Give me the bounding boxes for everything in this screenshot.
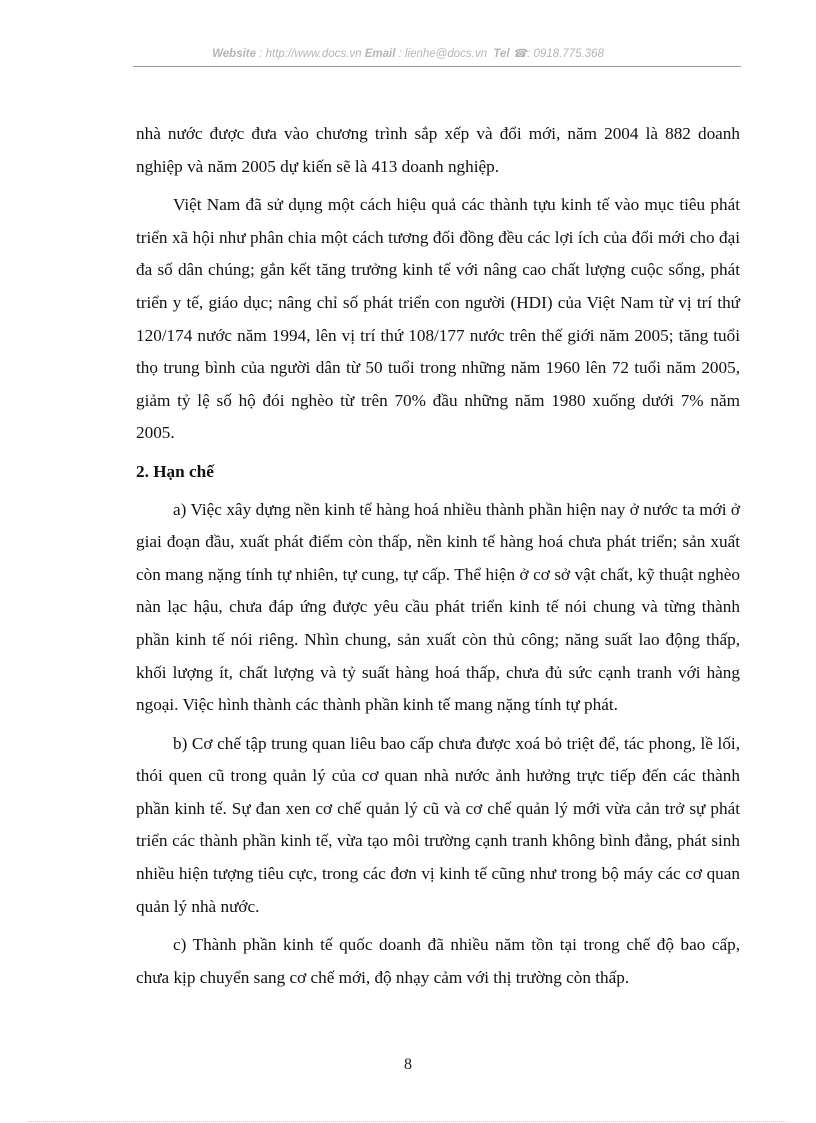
paragraph-limitation-c: c) Thành phần kinh tế quốc doanh đã nhiều năm tồn tại trong chế độ bao cấp, chưa kịp chuyển sang cơ chế mới, độ nhạy cảm với thị trường còn thấp. [136,935,740,987]
email-address[interactable]: lienhe@docs.vn [404,48,487,60]
paragraph-limitation-a: a) Việc xây dựng nền kinh tế hàng hoá nhiều thành phần hiện nay ở nước ta mới ở giai đoạn đầu, xuất phát điểm còn thấp, nền kinh tế hàng hoá chưa phát triển; sản xuất còn mang nặng tính tự nhiên, tự cung, tự cấp. Thể hiện ở cơ sở vật chất, kỹ thuật nghèo nàn lạc hậu, chưa đáp ứng được yêu cầu phát triển kinh tế nói chung và từng thành phần kinh tế nói riêng. Nhìn chung, sản xuất còn thủ công; năng suất lao động thấp, khối lượng ít, chất lượng và tỷ suất hàng hoá thấp, chưa đủ sức cạnh tranh với hàng ngoại. Việc hình thành các thành phần kinh tế mang nặng tính tự phát. [136,499,740,715]
website-url[interactable]: http://www.docs.vn [265,48,362,60]
paragraph-continued: nhà nước được đưa vào chương trình sắp xếp và đổi mới, năm 2004 là 882 doanh nghiệp và năm 2005 dự kiến sẽ là 413 doanh nghiệp. [136,124,740,176]
tel-number: : 0918.775.368 [527,48,604,60]
tel-label: Tel [493,48,510,60]
paragraph-achievements: Việt Nam đã sử dụng một cách hiệu quả các thành tựu kinh tế vào mục tiêu phát triển xã hội như phân chia một cách tương đối đồng đều các lợi ích của đổi mới cho đại đa số dân chúng; gắn kết tăng trưởng kinh tế với nâng cao chất lượng cuộc sống, phát triển y tế, giáo dục; nâng chỉ số phát triển con người (HDI) của Việt Nam từ vị trí thứ 120/174 nước năm 1994, lên vị trí thứ 108/177 nước trên thế giới năm 2005; tăng tuổi thọ trung bình của người dân từ 50 tuổi trong những năm 1960 lên 72 tuổi năm 2005, giảm tỷ lệ số hộ đói nghèo từ trên 70% đầu những năm 1980 xuống dưới 7% năm 2005. [136,195,740,443]
section-heading: 2. Hạn chế [136,461,214,481]
header-divider [133,66,741,67]
footer-divider [28,1121,788,1122]
website-label: Website [212,48,257,60]
paragraph-limitation-b: b) Cơ chế tập trung quan liêu bao cấp chưa được xoá bỏ triệt để, tác phong, lề lối, thói quen cũ trong quản lý của cơ quan nhà nước ảnh hưởng trực tiếp đến các thành phần kinh tế. Sự đan xen cơ chế quản lý cũ và cơ chế quản lý mới vừa cản trở sự phát triển các thành phần kinh tế, vừa tạo môi trường cạnh tranh không bình đẳng, phát sinh nhiều hiện tượng tiêu cực, trong các đơn vị kinh tế cũng như trong bộ máy các cơ quan quản lý nhà nước. [136,733,740,916]
page-number: 8 [404,1056,412,1073]
document-body [136,118,740,1000]
email-separator: : [395,48,405,60]
page-header [0,46,816,60]
phone-icon: ☎ [512,48,528,60]
website-separator: : [256,48,266,60]
email-label: Email [364,48,396,60]
